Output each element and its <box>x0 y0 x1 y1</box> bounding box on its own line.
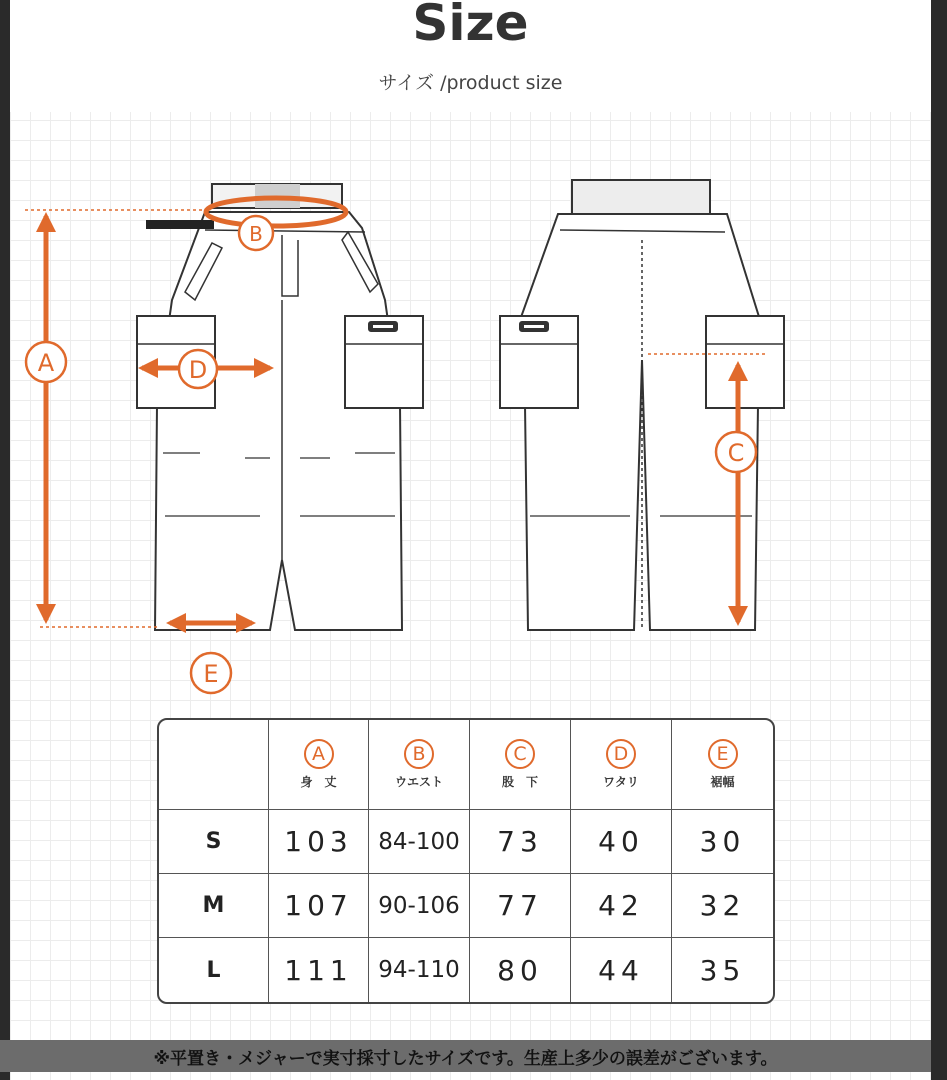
cell-m-e: 32 <box>672 874 773 938</box>
cell-m-a: 107 <box>269 874 369 938</box>
cell-m-c: 77 <box>470 874 571 938</box>
badge-e: E <box>708 739 738 769</box>
label-a <box>26 342 66 382</box>
badge-d: D <box>606 739 636 769</box>
pants-front-view <box>137 184 423 630</box>
cell-m-d: 42 <box>571 874 672 938</box>
row-size-m: M <box>159 874 269 938</box>
cell-s-d: 40 <box>571 810 672 874</box>
measurement-note: ※平置き・メジャーで実寸採寸したサイズです。生産上多少の誤差がございます。 <box>0 1040 931 1072</box>
label-c <box>716 432 756 472</box>
column-label-b: ウエスト <box>394 775 443 789</box>
cell-s-b: 84-100 <box>369 810 470 874</box>
svg-text:C: C <box>727 439 745 467</box>
column-header-d <box>571 720 672 810</box>
cell-l-e: 35 <box>699 953 746 987</box>
cell-s-c: 73 <box>470 810 571 874</box>
page-subtitle: サイズ /product size <box>378 72 563 94</box>
column-header-a <box>269 720 369 810</box>
cell-l-b: 94-110 <box>369 938 470 1002</box>
column-label-d: ワタリ <box>603 775 639 789</box>
column-header-b <box>369 720 470 810</box>
cell-m-b: 90-106 <box>369 874 470 938</box>
svg-text:E: E <box>203 660 219 688</box>
cell-l-a: 111 <box>269 938 369 1002</box>
row-size-s: S <box>159 810 269 874</box>
column-label-e: 裾幅 <box>710 775 735 789</box>
badge-b: B <box>404 739 434 769</box>
pants-back-view <box>500 180 784 630</box>
label-b <box>239 216 273 250</box>
svg-text:B: B <box>249 222 263 246</box>
svg-text:A: A <box>37 349 55 377</box>
badge-a: A <box>304 739 334 769</box>
svg-text:D: D <box>188 356 208 384</box>
label-d <box>179 350 217 388</box>
size-table <box>157 718 775 1004</box>
row-size-l: L <box>159 938 269 1002</box>
column-label-a: 身 丈 <box>300 775 337 789</box>
cell-s-a: 103 <box>269 810 369 874</box>
label-e <box>191 653 231 693</box>
cell-l-c: 80 <box>470 938 571 1002</box>
column-header-c <box>470 720 571 810</box>
column-label-c: 股 下 <box>501 775 538 789</box>
cell-l-d: 44 <box>571 938 672 1002</box>
table-corner-cell <box>159 720 269 810</box>
cell-s-e: 30 <box>672 810 773 874</box>
page-title: Size <box>412 0 529 52</box>
column-header-e <box>672 720 773 810</box>
badge-c: C <box>505 739 535 769</box>
